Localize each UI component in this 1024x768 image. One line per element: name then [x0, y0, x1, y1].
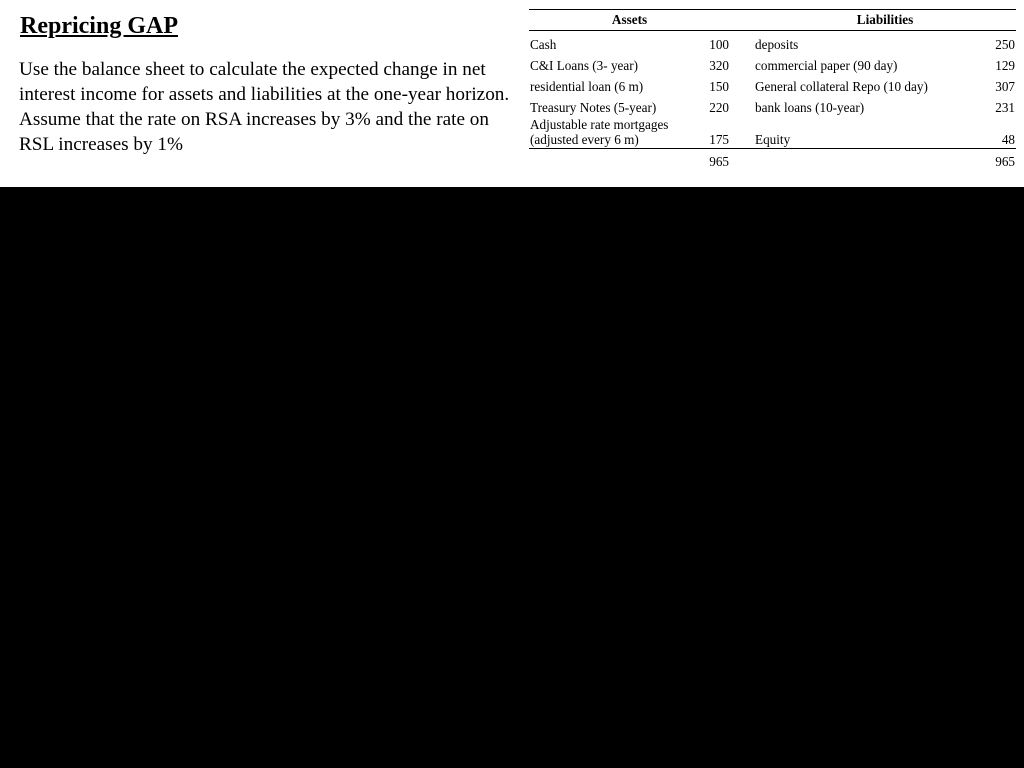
problem-statement: Use the balance sheet to calculate the expected change in net interest income for assets and liabilities at the one-year horizon. Assume that the rate on RSA increases by 3% and the rate on RSL increases by 1%	[19, 59, 510, 155]
table-row	[529, 73, 1016, 94]
column-gap	[730, 52, 754, 73]
liabilities-header: Liabilities	[754, 10, 1016, 31]
assets-total: 965	[709, 154, 730, 169]
header-gap	[730, 10, 754, 31]
totals-label-spacer	[529, 149, 701, 170]
totals-label-spacer	[754, 149, 987, 170]
table-row	[529, 31, 1016, 53]
column-gap	[730, 94, 754, 115]
totals-row	[529, 149, 1016, 170]
column-gap	[730, 73, 754, 94]
asset-name: C&I Loans (3- year)	[530, 58, 639, 73]
liability-name: deposits	[755, 37, 799, 52]
asset-name: Adjustable rate mortgages (adjusted every 6 m)	[529, 115, 701, 149]
liability-value: 250	[995, 37, 1015, 52]
assets-header: Assets	[529, 10, 730, 31]
asset-value: 320	[709, 58, 730, 73]
column-gap	[730, 115, 754, 149]
asset-value: 100	[709, 37, 730, 52]
slide-title: Repricing GAP	[20, 13, 178, 39]
asset-value: 150	[709, 79, 730, 94]
slide-content-area	[0, 0, 1024, 187]
liability-value: 48	[987, 115, 1016, 149]
liability-value: 231	[995, 100, 1015, 115]
blank-slide-area	[0, 187, 1024, 768]
asset-name: residential loan (6 m)	[530, 79, 644, 94]
asset-name: Treasury Notes (5-year)	[530, 100, 657, 115]
asset-value: 220	[709, 100, 730, 115]
table-row	[529, 115, 1016, 149]
liability-value: 307	[995, 79, 1015, 94]
balance-sheet-table	[529, 9, 1016, 169]
asset-name: Cash	[530, 37, 557, 52]
table-header-row	[529, 10, 1016, 31]
liability-name: Equity	[754, 115, 987, 149]
table-row	[529, 94, 1016, 115]
column-gap	[730, 31, 754, 53]
liability-name: commercial paper (90 day)	[755, 58, 898, 73]
table-row	[529, 52, 1016, 73]
liability-name: bank loans (10-year)	[755, 100, 865, 115]
column-gap	[730, 149, 754, 170]
liability-name: General collateral Repo (10 day)	[755, 79, 928, 94]
asset-value: 175	[701, 115, 730, 149]
liabilities-total: 965	[995, 154, 1015, 169]
liability-value: 129	[995, 58, 1015, 73]
